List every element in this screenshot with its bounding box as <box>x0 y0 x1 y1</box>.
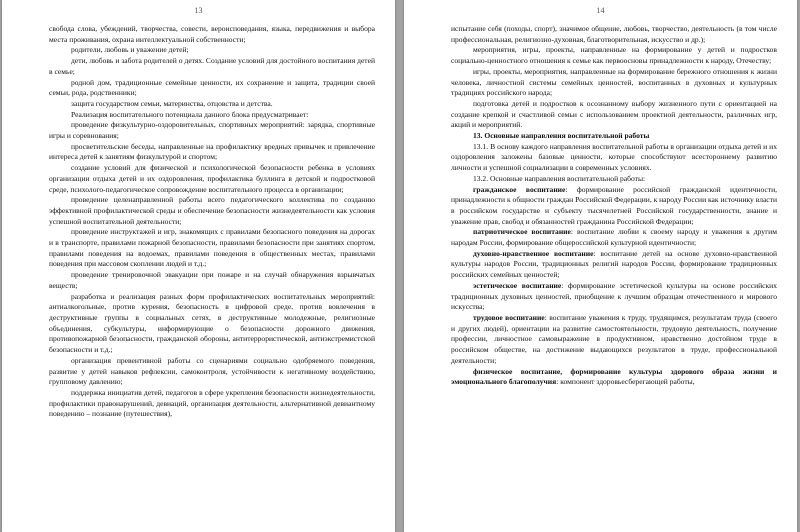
paragraph: разработка и реализация разных форм профилактических воспитательных мероприятий: антиалкогольные, против курения, безопасность в цифровой среде, против вовлечения в деструктивные группы в социальных сетях, в деструктивные молодежные, религиозные объединения, субкультуры, информирующие о безопасности дорожного движения, противопожарной безопасности, гражданской обороны, антитеррористической, антиэкстремистской безопасности и т.д.; <box>49 291 375 355</box>
paragraph: мероприятия, игры, проекты, направленные на формирование у детей и подростков социально-ценностного отношения к семье как первоосновы принадлежности к народу, Отечеству; <box>451 45 777 66</box>
page-text <box>49 24 375 420</box>
paragraph <box>451 367 777 388</box>
paragraph: свобода слова, убеждений, творчества, совести, вероисповедания, языка, передвижения и выбора места проживания, охрана интеллектуальной собственности; <box>49 24 375 44</box>
paragraph: поддержка инициатив детей, педагогов в сфере укрепления безопасности жизнедеятельности, профилактики правонарушений, девиаций, организация деятельности, альтернативной девиантному поведению – познание (путешествия), <box>49 387 375 419</box>
page-text <box>451 24 777 388</box>
paragraph <box>451 249 777 281</box>
paragraph-text: : формирование эстетической культуры на основе российских традиционных духовных ценностей, приобщение к лучшим образцам отечественного и мирового искусства; <box>451 280 777 312</box>
paragraph: испытание себя (походы, спорт), значимое общение, любовь, творчество, деятельность (в том числе профессиональная, религиозно-духовная, благотворительная, искусство и др.); <box>451 24 777 44</box>
bold-term: эстетическое воспитание <box>473 280 562 290</box>
paragraph: создание условий для физической и психологической безопасности ребенка в условиях организации отдыха детей и их оздоровления, профилактика буллинга в детской и подростковой среде, психолого-педагогическое сопровождение воспитательного процесса в организации; <box>49 163 375 194</box>
paragraph: 13.1. В основу каждого направления воспитательной работы в организации отдыха детей и их оздоровления заложены базовые ценности, которые способствуют всестороннему развитию личности и успешной социализации в современных условиях. <box>451 141 777 173</box>
paragraph: игры, проекты, мероприятия, направленные на формирование бережного отношения к жизни человека, личностной системы семейных ценностей, воспитанных в духовных и культурных традициях российского народа; <box>451 66 777 98</box>
paragraph: проведение тренировочной эвакуации при пожаре и на случай обнаружения взрывчатых веществ; <box>49 270 375 290</box>
page-13 <box>2 0 395 532</box>
paragraph: организация превентивной работы со сценариями социально одобряемого поведения, развитие у детей навыков рефлексии, самоконтроля, устойчивости к негативному воздействию, групповому давлению; <box>49 355 375 387</box>
paragraph: просветительские беседы, направленные на профилактику вредных привычек и привлечение интереса детей к занятиям физкультурой и спортом; <box>49 141 375 162</box>
bold-term: патриотическое воспитание <box>473 227 571 237</box>
page-14 <box>404 0 797 532</box>
bold-term: гражданское воспитание <box>473 184 566 194</box>
paragraph-text: : компонент здоровьесберегающей работы, <box>556 377 695 387</box>
paragraph: защита государством семьи, материнства, отцовства и детства. <box>71 98 273 108</box>
paragraph: подготовка детей и подростков к осознанному выбору жизненного пути с ориентацией на создание крепкой и счастливой семьи с использованием проектной деятельности, различных игр, акций и мероприятий. <box>451 98 777 130</box>
paragraph-text: : воспитание уважения к труду, трудящимся, результатам труда (своего и других людей), ориентации на развитие самостоятельности, трудовую деятельность, получение профессии, личностное самовыражение в продуктивном, нравственно достойном труде в российском обществе, на достижение выдающихся результатов в труде, профессиональной деятельности; <box>451 312 777 365</box>
paragraph-text: : формирование российской гражданской идентичности, принадлежности к общности граждан Российской Федерации, к народу России как источнику власти в российском государстве и субъекту тысячелетней Российской государственности, знание и уважение прав, свобод и обязанностей гражданина Российской Федерации; <box>451 184 777 226</box>
page-number: 14 <box>596 6 605 15</box>
paragraph <box>451 313 777 367</box>
paragraph: проведение инструктажей и игр, знакомящих с правилами безопасного поведения на дорогах и в транспорте, правилами пожарной безопасности, правилами безопасности при занятиях спортом, правилами поведения на водоемах, правилами поведения в общественных местах, правилами поведения при массовом скоплении людей и т.д.; <box>49 227 375 269</box>
paragraph-text: : воспитание детей на основе духовно-нравственной культуры народов России, традиционных религий народов России, формирование традиционных российских семейных ценностей; <box>451 248 778 280</box>
paragraph: родители, любовь и уважение детей; <box>71 45 189 55</box>
paragraph <box>451 227 777 248</box>
paragraph <box>451 185 777 228</box>
bold-term: физическое воспитание, формирование культуры здорового образа жизни и эмоционального благополучия <box>451 366 777 387</box>
paragraph: дети, любовь и забота родителей о детях. Создание условий для достойного воспитания детей в семье; <box>49 56 375 76</box>
paragraph-text: : воспитание любви к своему народу и уважения к другим народам России, формирование общероссийской культурной идентичности; <box>451 227 777 248</box>
bold-term: духовно-нравственное воспитание <box>473 248 594 258</box>
page-number: 13 <box>194 6 203 15</box>
paragraph: проведение целенаправленной работы всего педагогического коллектива по созданию эффективной профилактической среды и обеспечение безопасности жизнедеятельности как условия успешной воспитательной деятельности; <box>49 195 375 226</box>
paragraph: проведение физкультурно-оздоровительных, спортивных мероприятий: зарядка, спортивные игры и соревнования; <box>49 120 375 141</box>
bold-term: трудовое воспитание <box>473 312 545 322</box>
section-heading: 13. Основные направления воспитательной работы <box>473 131 650 141</box>
paragraph: Реализация воспитательного потенциала данного блока предусматривает: <box>71 109 309 119</box>
paragraph: 13.2. Основные направления воспитательной работы: <box>473 173 646 183</box>
paragraph <box>451 281 777 313</box>
paragraph: родной дом, традиционные семейные ценности, их сохранение и защита, традиции своей семьи, рода, родственники; <box>49 77 375 98</box>
